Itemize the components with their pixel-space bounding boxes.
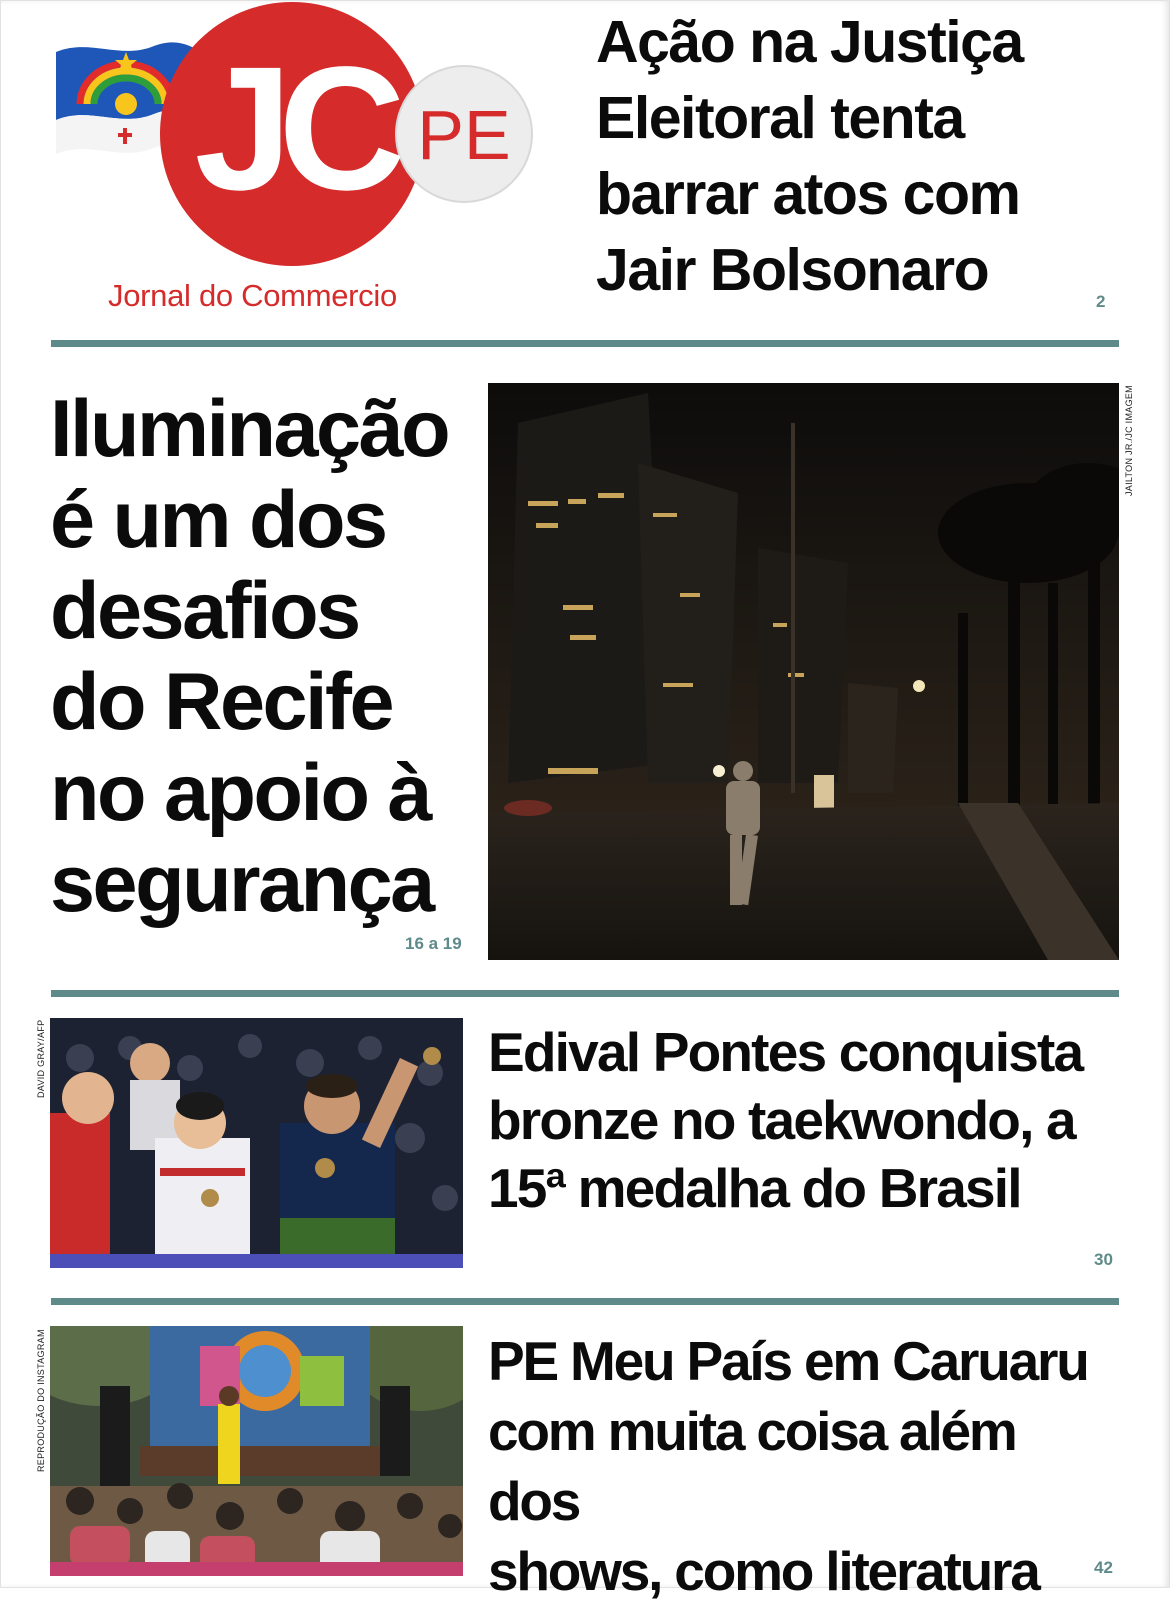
lead-story-photo[interactable]	[488, 383, 1119, 960]
culture-photo-credit: REPRODUÇÃO DO INSTAGRAM	[36, 1329, 46, 1472]
culture-story-headline[interactable]: PE Meu País em Caruaru com muita coisa além dos shows, como literatura	[488, 1330, 1088, 1602]
logo-badge: PE	[417, 96, 511, 174]
culture-story-photo[interactable]	[50, 1326, 463, 1576]
top-story-page: 2	[1096, 292, 1106, 311]
logo-letters: JC	[194, 31, 392, 227]
section-divider	[51, 990, 1119, 997]
lead-story-pages: 16 a 19	[405, 934, 462, 953]
lead-photo-credit: JAILTON JR./JC IMAGEM	[1124, 385, 1134, 496]
section-divider	[51, 340, 1119, 347]
sports-photo-credit: DAVID GRAY/AFP	[36, 1019, 46, 1098]
culture-story-page: 42	[1094, 1558, 1113, 1577]
section-divider	[51, 1298, 1119, 1305]
newspaper-name: Jornal do Commercio	[108, 278, 397, 313]
sports-story-photo[interactable]	[50, 1018, 463, 1268]
top-story-headline[interactable]: Ação na Justiça Eleitoral tenta barrar atos com Jair Bolsonaro	[596, 9, 1023, 303]
sports-story-page: 30	[1094, 1250, 1113, 1269]
lead-story-headline[interactable]: Iluminação é um dos desafios do Recife no apoio à segurança	[50, 384, 449, 929]
masthead[interactable]	[50, 0, 550, 330]
sports-story-headline[interactable]: Edival Pontes conquista bronze no taekwondo, a 15ª medalha do Brasil	[488, 1021, 1083, 1219]
